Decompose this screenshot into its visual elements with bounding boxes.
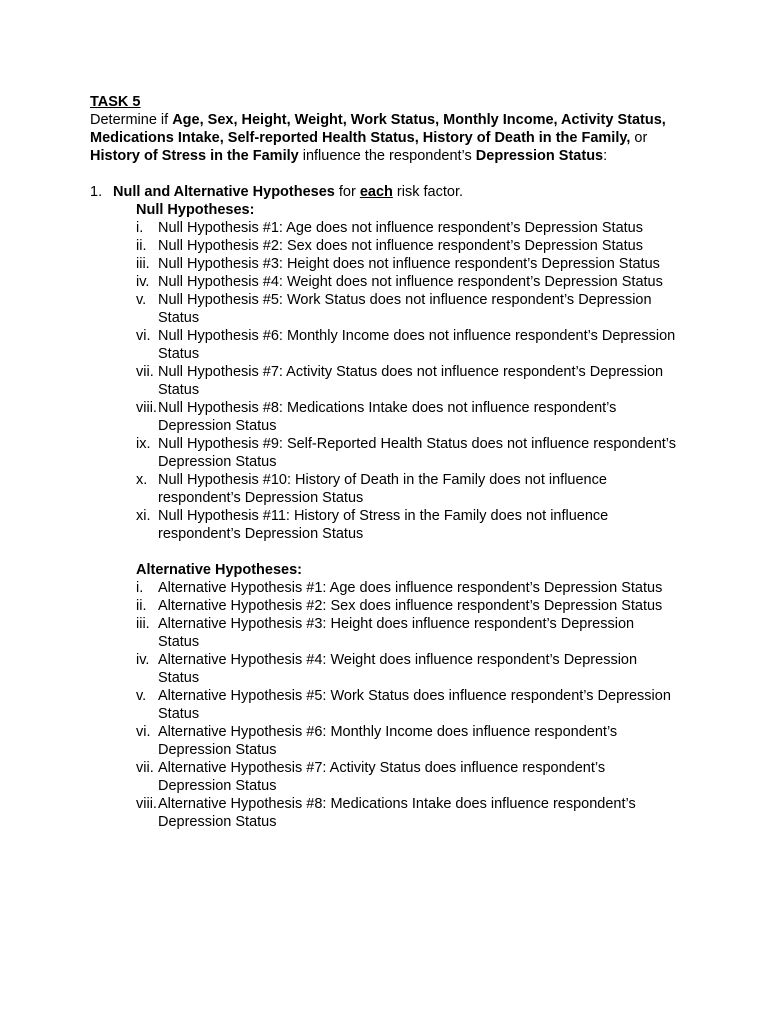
- list-numeral: iv.: [136, 652, 150, 668]
- hypothesis-text: Null Hypothesis #5: Work Status does not influence respondent’s Depression Status: [158, 292, 652, 326]
- list-numeral: iii.: [136, 256, 150, 272]
- hypothesis-text: Alternative Hypothesis #1: Age does influence respondent’s Depression Status: [158, 580, 663, 596]
- intro-part-bold: Age, Sex, Height, Weight, Work Status, Monthly Income, Activity Status, Medications Intake, Self-reported Health Status, History of Death in the Family,: [90, 112, 666, 146]
- null-hypothesis-4: [90, 273, 678, 291]
- list-numeral: iv.: [136, 274, 150, 290]
- alternative-hypothesis-8: [90, 795, 678, 831]
- task-title: TASK 5: [90, 94, 141, 110]
- intro-part-bold: History of Stress in the Family: [90, 148, 299, 164]
- null-hypothesis-3: [90, 255, 678, 273]
- alternative-hypothesis-7: [90, 759, 678, 795]
- hypothesis-text: Null Hypothesis #9: Self-Reported Health Status does not influence respondent’s Depression Status: [158, 436, 677, 470]
- hypothesis-text: Alternative Hypothesis #3: Height does influence respondent’s Depression Status: [158, 616, 635, 650]
- hypothesis-text: Alternative Hypothesis #2: Sex does influence respondent’s Depression Status: [158, 598, 663, 614]
- task-intro: [90, 111, 690, 165]
- list-numeral: ix.: [136, 436, 151, 452]
- hypothesis-text: Alternative Hypothesis #5: Work Status does influence respondent’s Depression Status: [158, 688, 671, 722]
- list-numeral: iii.: [136, 616, 150, 632]
- section-heading-emphasis: each: [359, 184, 393, 200]
- list-numeral: i.: [136, 220, 144, 236]
- section-heading-tail: risk factor.: [392, 184, 464, 200]
- list-numeral: vi.: [136, 724, 151, 740]
- hypothesis-text: Null Hypothesis #2: Sex does not influence respondent’s Depression Status: [158, 238, 643, 254]
- hypothesis-text: Null Hypothesis #3: Height does not influence respondent’s Depression Status: [158, 256, 660, 272]
- hypothesis-text: Alternative Hypothesis #7: Activity Status does influence respondent’s Depression Status: [158, 760, 606, 794]
- null-hypothesis-9: [90, 435, 678, 471]
- alternative-hypothesis-3: [90, 615, 678, 651]
- intro-part: :: [603, 148, 608, 164]
- intro-part-bold: Depression Status: [475, 148, 604, 164]
- section-number: 1.: [90, 184, 103, 200]
- list-numeral: vii.: [136, 760, 154, 776]
- list-numeral: vi.: [136, 328, 151, 344]
- hypothesis-text: Alternative Hypothesis #4: Weight does influence respondent’s Depression Status: [158, 652, 638, 686]
- alternative-hypothesis-4: [90, 651, 678, 687]
- hypothesis-text: Null Hypothesis #1: Age does not influence respondent’s Depression Status: [158, 220, 643, 236]
- null-hypothesis-11: [90, 507, 678, 543]
- null-hypothesis-10: [90, 471, 678, 507]
- alternative-hypothesis-6: [90, 723, 678, 759]
- list-numeral: x.: [136, 472, 148, 488]
- alternative-hypothesis-2: [90, 597, 678, 615]
- list-numeral: i.: [136, 580, 144, 596]
- hypothesis-text: Null Hypothesis #7: Activity Status does not influence respondent’s Depression Status: [158, 364, 664, 398]
- hypothesis-text: Null Hypothesis #10: History of Death in the Family does not influence respondent’s Depression Status: [158, 472, 607, 506]
- list-numeral: vii.: [136, 364, 154, 380]
- null-hypothesis-6: [90, 327, 678, 363]
- list-numeral: v.: [136, 688, 147, 704]
- intro-part: influence the respondent’s: [298, 148, 476, 164]
- alternative-hypotheses-heading: Alternative Hypotheses:: [136, 562, 302, 578]
- hypothesis-text: Null Hypothesis #6: Monthly Income does not influence respondent’s Depression Status: [158, 328, 676, 362]
- intro-part: or: [630, 130, 648, 146]
- hypothesis-text: Null Hypothesis #11: History of Stress in the Family does not influence respondent’s Depression Status: [158, 508, 609, 542]
- alternative-hypothesis-5: [90, 687, 678, 723]
- spacer: [90, 543, 690, 561]
- null-hypothesis-5: [90, 291, 678, 327]
- section-heading-bold: Null and Alternative Hypotheses: [113, 184, 335, 200]
- list-numeral: viii.: [136, 796, 157, 812]
- list-numeral: ii.: [136, 238, 147, 254]
- hypothesis-text: Alternative Hypothesis #6: Monthly Income does influence respondent’s Depression Status: [158, 724, 618, 758]
- list-numeral: ii.: [136, 598, 147, 614]
- null-hypothesis-2: [90, 237, 678, 255]
- list-numeral: v.: [136, 292, 147, 308]
- null-hypothesis-8: [90, 399, 678, 435]
- document-page: [90, 93, 690, 831]
- null-hypothesis-1: [90, 219, 678, 237]
- hypothesis-text: Alternative Hypothesis #8: Medications Intake does influence respondent’s Depression Status: [158, 796, 636, 830]
- hypothesis-text: Null Hypothesis #4: Weight does not influence respondent’s Depression Status: [158, 274, 663, 290]
- intro-part: Determine if: [90, 112, 173, 128]
- null-hypothesis-7: [90, 363, 678, 399]
- alternative-hypothesis-1: [90, 579, 678, 597]
- spacer: [90, 165, 690, 183]
- list-numeral: viii.: [136, 400, 157, 416]
- list-numeral: xi.: [136, 508, 151, 524]
- hypothesis-text: Null Hypothesis #8: Medications Intake does not influence respondent’s Depression Status: [158, 400, 617, 434]
- alternative-hypotheses-list: [90, 579, 690, 831]
- null-hypotheses-heading: Null Hypotheses:: [136, 202, 255, 218]
- null-hypotheses-list: [90, 219, 690, 543]
- section-1-heading: [90, 183, 690, 201]
- section-heading-mid: for: [334, 184, 360, 200]
